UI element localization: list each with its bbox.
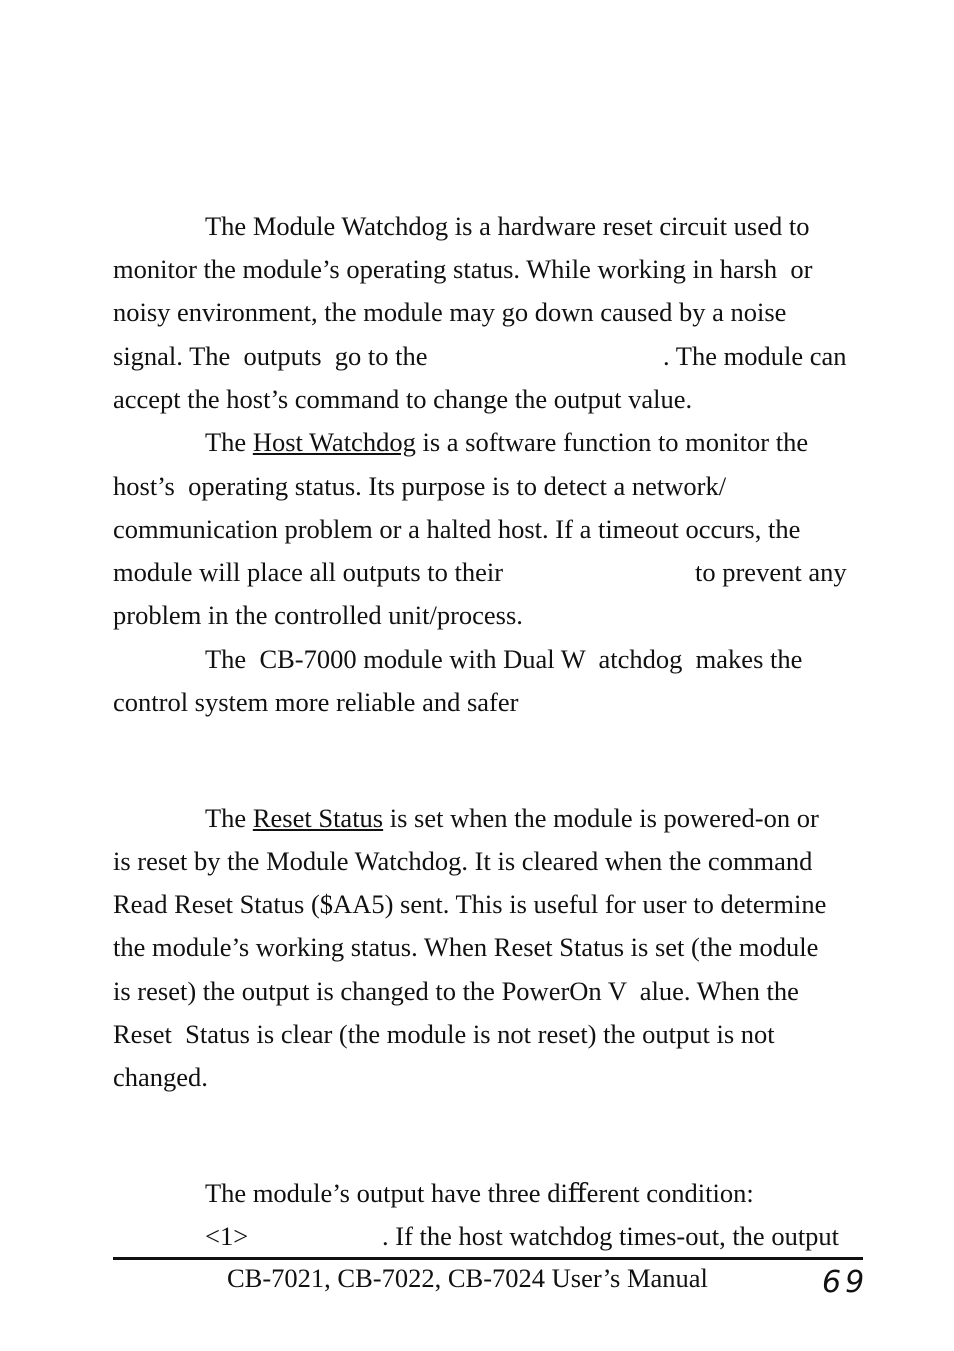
paragraph-module-watchdog-line-4a: signal. The outputs go to the bbox=[113, 341, 428, 371]
paragraph-reset-status-line-5: is reset) the output is changed to the PowerOn V alue. When the bbox=[113, 976, 799, 1006]
paragraph-reset-status-line-7: changed. bbox=[113, 1062, 208, 1092]
reset-status-term: Reset Status bbox=[252, 803, 384, 833]
paragraph-module-watchdog-line-3: noisy environment, the module may go down caused by a noise bbox=[113, 297, 787, 327]
paragraph-host-watchdog-line-5: problem in the controlled unit/process. bbox=[113, 600, 523, 630]
footer-divider bbox=[113, 1257, 863, 1260]
footer-manual-title: CB-7021, CB-7022, CB-7024 User’s Manual bbox=[227, 1263, 708, 1293]
paragraph-output-condition-line-2: . If the host watchdog times-out, the output bbox=[382, 1221, 840, 1251]
paragraph-dual-watchdog-line-1: The CB-7000 module with Dual W atchdog makes the bbox=[205, 644, 803, 674]
paragraph-reset-status-line-1 bbox=[205, 803, 819, 833]
paragraph-host-watchdog-line-1 bbox=[205, 427, 808, 457]
paragraph-reset-status-line-6: Reset Status is clear (the module is not reset) the output is not bbox=[113, 1019, 775, 1049]
paragraph-module-watchdog-line-4b: . The module can bbox=[663, 341, 847, 371]
paragraph-host-watchdog-line-4a: module will place all outputs to their bbox=[113, 557, 504, 587]
paragraph-output-condition-line-1: The module’s output have three diﬀerent condition: bbox=[205, 1178, 754, 1208]
paragraph-module-watchdog-line-1: The Module Watchdog is a hardware reset circuit used to bbox=[205, 211, 810, 241]
paragraph-module-watchdog-line-5: accept the host’s command to change the output value. bbox=[113, 384, 693, 414]
paragraph-host-watchdog-line-3: communication problem or a halted host. If a timeout occurs, the bbox=[113, 514, 801, 544]
paragraph-reset-status-line-4: the module’s working status. When Reset Status is set (the module bbox=[113, 932, 819, 962]
text-rest: is set when the module is powered-on or bbox=[383, 803, 819, 833]
paragraph-reset-status-line-3: Read Reset Status ($AA5) sent. This is useful for user to determine bbox=[113, 889, 827, 919]
page-number: 69 bbox=[822, 1265, 869, 1300]
text-the: The bbox=[205, 427, 253, 457]
host-watchdog-term: Host Watchdog bbox=[252, 427, 416, 457]
paragraph-dual-watchdog-line-2: control system more reliable and safer bbox=[113, 687, 519, 717]
paragraph-host-watchdog-line-4b: to prevent any bbox=[695, 557, 847, 587]
paragraph-host-watchdog-line-2: host’s operating status. Its purpose is to detect a network/ bbox=[113, 471, 727, 501]
paragraph-reset-status-line-2: is reset by the Module Watchdog. It is cleared when the command bbox=[113, 846, 813, 876]
text-the: The bbox=[205, 803, 253, 833]
paragraph-output-condition-item-marker: <1> bbox=[205, 1221, 249, 1251]
text-rest: is a software function to monitor the bbox=[415, 427, 809, 457]
paragraph-module-watchdog-line-2: monitor the module’s operating status. While working in harsh or bbox=[113, 254, 813, 284]
